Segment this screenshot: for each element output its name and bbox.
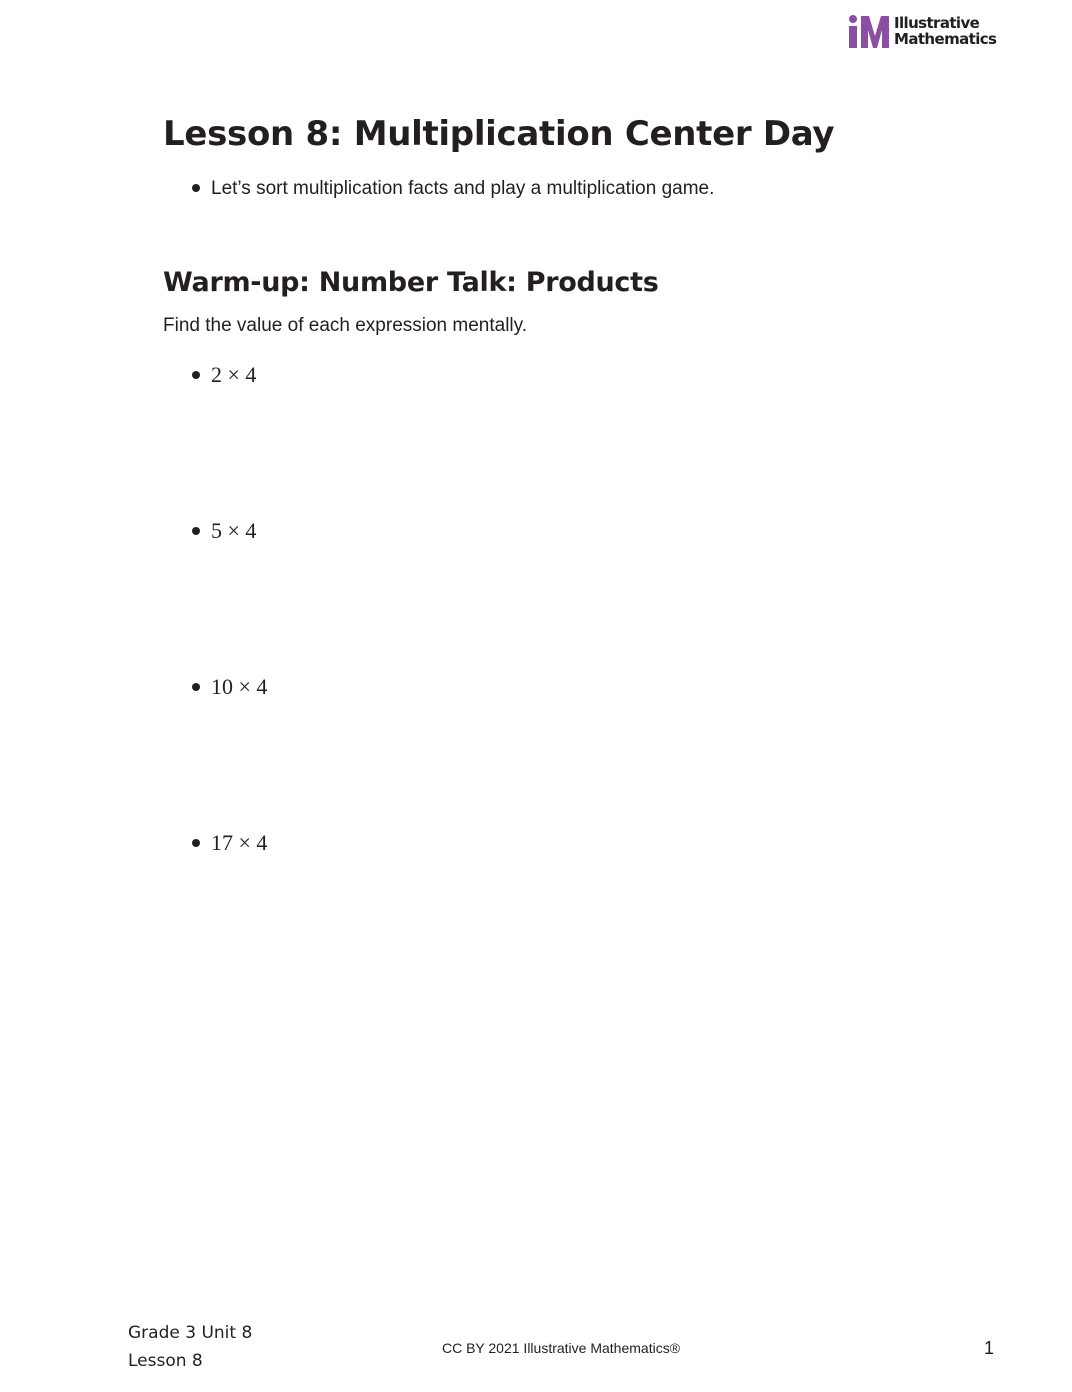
lesson-goal: [163, 176, 714, 202]
expression-text: 5 × 4: [211, 518, 257, 543]
lesson-goal-list: [163, 176, 714, 202]
illustrative-mathematics-logo: [848, 14, 1008, 52]
bullet-icon: [192, 184, 200, 192]
expression-list: [163, 361, 267, 985]
bullet-icon: [192, 839, 200, 847]
bullet-icon: [192, 683, 200, 691]
footer-copyright: CC BY 2021 Illustrative Mathematics®: [441, 1340, 681, 1356]
expression-item: [163, 361, 267, 517]
expression-text: 10 × 4: [211, 674, 268, 699]
bullet-icon: [192, 527, 200, 535]
page-number: 1: [983, 1338, 994, 1358]
expression-item: [163, 829, 267, 985]
bullet-icon: [192, 371, 200, 379]
page-title: Lesson 8: Multiplication Center Day: [163, 114, 835, 154]
warmup-instruction: Find the value of each expression mentally.: [163, 315, 528, 336]
expression-item: [163, 517, 267, 673]
logo-wordmark: [894, 15, 996, 47]
expression-text: 2 × 4: [211, 362, 257, 387]
expression-text: 17 × 4: [211, 830, 268, 855]
footer-grade-unit: Grade 3 Unit 8: [128, 1323, 253, 1343]
expression-item: [163, 673, 267, 829]
warmup-heading: Warm-up: Number Talk: Products: [163, 267, 659, 298]
logo-line-1: Illustrative: [894, 14, 980, 32]
lesson-goal-text: Let’s sort multiplication facts and play a multiplication game.: [211, 178, 715, 199]
logo-line-2: Mathematics: [894, 30, 997, 48]
footer-lesson: Lesson 8: [128, 1351, 203, 1371]
im-logo-icon: [848, 14, 890, 50]
